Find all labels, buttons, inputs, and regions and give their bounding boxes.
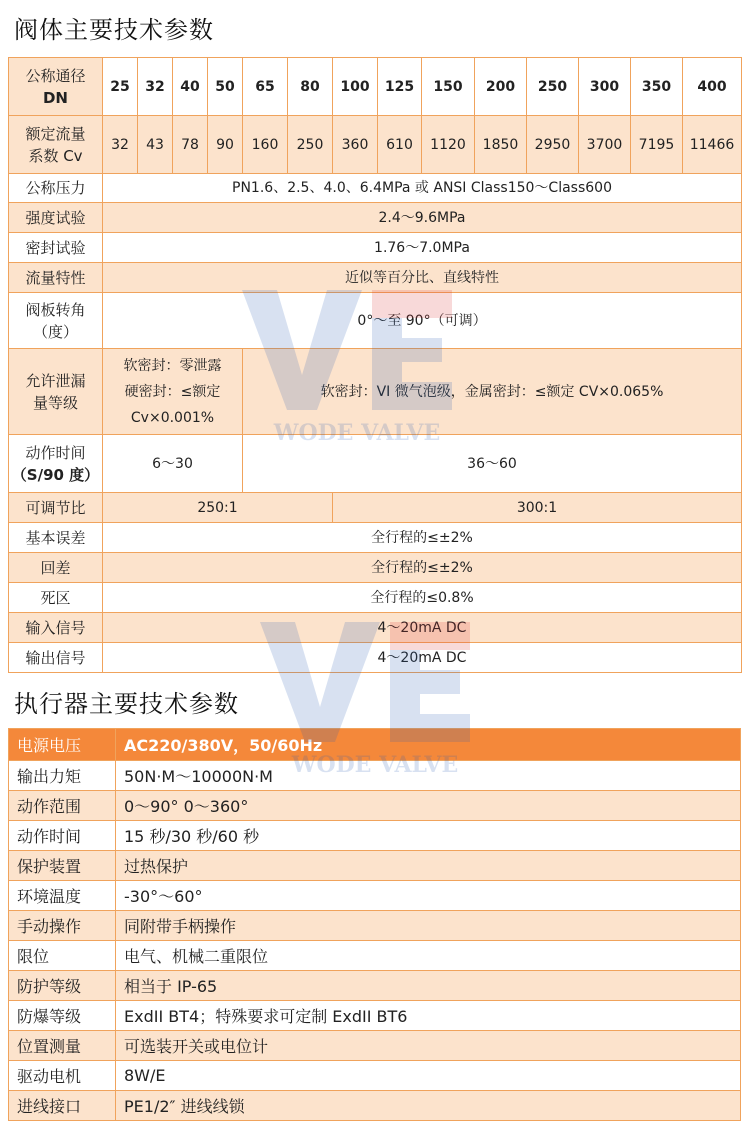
hysteresis-value: 全行程的≤±2% xyxy=(103,553,742,583)
actuator-value: PE1/2″ 进线线锁 xyxy=(116,1091,741,1121)
actuator-value: 0～90° 0～360° xyxy=(116,791,741,821)
valve-section-title: 阀体主要技术参数 xyxy=(14,16,214,44)
pressure-value: PN1.6、2.5、4.0、6.4MPa 或 ANSI Class150～Class600 xyxy=(103,174,742,203)
actuator-row xyxy=(9,1001,741,1031)
actuator-row xyxy=(9,881,741,911)
actuator-label: 进线接口 xyxy=(9,1091,116,1121)
seal-row xyxy=(9,233,742,263)
cv-value: 7195 xyxy=(631,116,683,174)
watermark-text: WODE VALVE xyxy=(291,752,459,778)
ratio-label: 可调节比 xyxy=(9,493,103,523)
cv-value: 90 xyxy=(208,116,243,174)
angle-row xyxy=(9,293,742,349)
actuator-value: 15 秒/30 秒/60 秒 xyxy=(116,821,741,851)
cv-value: 1120 xyxy=(422,116,475,174)
valve-spec-table xyxy=(8,57,742,673)
ratio-left-value: 250:1 xyxy=(103,493,333,523)
strength-value: 2.4～9.6MPa xyxy=(103,203,742,233)
actuator-value: ExdII BT4；特殊要求可定制 ExdII BT6 xyxy=(116,1001,741,1031)
actuator-spec-table xyxy=(8,728,741,1121)
dn-value: 100 xyxy=(333,58,378,116)
cv-value: 32 xyxy=(103,116,138,174)
actuator-label: 保护装置 xyxy=(9,851,116,881)
dn-value: 350 xyxy=(631,58,683,116)
cv-label: 额定流量 系数 Cv xyxy=(9,116,103,174)
time-right-value: 36～60 xyxy=(243,435,742,493)
actuator-row xyxy=(9,851,741,881)
pressure-row xyxy=(9,174,742,203)
time-row xyxy=(9,435,742,493)
cv-value: 3700 xyxy=(579,116,631,174)
error-label: 基本误差 xyxy=(9,523,103,553)
dn-value: 25 xyxy=(103,58,138,116)
dn-value: 250 xyxy=(527,58,579,116)
actuator-row xyxy=(9,761,741,791)
actuator-row xyxy=(9,1091,741,1121)
actuator-label: 位置测量 xyxy=(9,1031,116,1061)
error-row xyxy=(9,523,742,553)
dn-value: 300 xyxy=(579,58,631,116)
actuator-value: 电气、机械二重限位 xyxy=(116,941,741,971)
actuator-value: 过热保护 xyxy=(116,851,741,881)
actuator-value: 同附带手柄操作 xyxy=(116,911,741,941)
cv-value: 160 xyxy=(243,116,288,174)
ratio-right-value: 300:1 xyxy=(333,493,742,523)
time-left-value: 6～30 xyxy=(103,435,243,493)
leak-row xyxy=(9,349,742,435)
actuator-value: AC220/380V，50/60Hz xyxy=(116,729,741,761)
output-row xyxy=(9,643,742,673)
leak-label: 允许泄漏 量等级 xyxy=(9,349,103,435)
dn-label: 公称通径 DN xyxy=(9,58,103,116)
dn-value: 150 xyxy=(422,58,475,116)
dn-value: 50 xyxy=(208,58,243,116)
flow-value: 近似等百分比、直线特性 xyxy=(103,263,742,293)
actuator-value: 可选装开关或电位计 xyxy=(116,1031,741,1061)
actuator-row xyxy=(9,941,741,971)
angle-label: 阀板转角 （度） xyxy=(9,293,103,349)
actuator-row xyxy=(9,791,741,821)
actuator-label: 防爆等级 xyxy=(9,1001,116,1031)
seal-label: 密封试验 xyxy=(9,233,103,263)
cv-value: 11466 xyxy=(683,116,742,174)
dn-value: 32 xyxy=(138,58,173,116)
time-label: 动作时间 （S/90 度） xyxy=(9,435,103,493)
actuator-row xyxy=(9,971,741,1001)
leak-left-value: 软密封：零泄露 硬密封：≤额定 Cv×0.001% xyxy=(103,349,243,435)
leak-right-value: 软密封：VI 微气泡级，金属密封：≤额定 CV×0.065% xyxy=(243,349,742,435)
dn-value: 200 xyxy=(475,58,527,116)
actuator-label: 动作范围 xyxy=(9,791,116,821)
output-label: 输出信号 xyxy=(9,643,103,673)
actuator-label: 动作时间 xyxy=(9,821,116,851)
flow-label: 流量特性 xyxy=(9,263,103,293)
actuator-row xyxy=(9,911,741,941)
deadband-label: 死区 xyxy=(9,583,103,613)
dn-value: 65 xyxy=(243,58,288,116)
actuator-row xyxy=(9,1061,741,1091)
actuator-value: -30°～60° xyxy=(116,881,741,911)
actuator-row xyxy=(9,1031,741,1061)
actuator-label: 限位 xyxy=(9,941,116,971)
actuator-value: 相当于 IP-65 xyxy=(116,971,741,1001)
cv-value: 43 xyxy=(138,116,173,174)
error-value: 全行程的≤±2% xyxy=(103,523,742,553)
actuator-value: 8W/E xyxy=(116,1061,741,1091)
actuator-row xyxy=(9,729,741,761)
dn-value: 400 xyxy=(683,58,742,116)
input-value: 4～20mA DC xyxy=(103,613,742,643)
actuator-section-title: 执行器主要技术参数 xyxy=(14,690,239,718)
flow-row xyxy=(9,263,742,293)
actuator-row xyxy=(9,821,741,851)
cv-value: 1850 xyxy=(475,116,527,174)
cv-value: 78 xyxy=(173,116,208,174)
pressure-label: 公称压力 xyxy=(9,174,103,203)
dn-value: 125 xyxy=(378,58,422,116)
dn-row xyxy=(9,58,742,116)
cv-value: 360 xyxy=(333,116,378,174)
ratio-row xyxy=(9,493,742,523)
deadband-value: 全行程的≤0.8% xyxy=(103,583,742,613)
input-row xyxy=(9,613,742,643)
actuator-label: 防护等级 xyxy=(9,971,116,1001)
output-value: 4～20mA DC xyxy=(103,643,742,673)
actuator-label: 驱动电机 xyxy=(9,1061,116,1091)
seal-value: 1.76～7.0MPa xyxy=(103,233,742,263)
actuator-label: 手动操作 xyxy=(9,911,116,941)
input-label: 输入信号 xyxy=(9,613,103,643)
angle-value: 0°～至 90°（可调） xyxy=(103,293,742,349)
hysteresis-label: 回差 xyxy=(9,553,103,583)
actuator-label: 电源电压 xyxy=(9,729,116,761)
actuator-label: 环境温度 xyxy=(9,881,116,911)
hysteresis-row xyxy=(9,553,742,583)
dn-value: 40 xyxy=(173,58,208,116)
actuator-label: 输出力矩 xyxy=(9,761,116,791)
deadband-row xyxy=(9,583,742,613)
cv-value: 2950 xyxy=(527,116,579,174)
actuator-value: 50N·M～10000N·M xyxy=(116,761,741,791)
strength-label: 强度试验 xyxy=(9,203,103,233)
dn-value: 80 xyxy=(288,58,333,116)
cv-value: 250 xyxy=(288,116,333,174)
cv-row xyxy=(9,116,742,174)
strength-row xyxy=(9,203,742,233)
cv-value: 610 xyxy=(378,116,422,174)
